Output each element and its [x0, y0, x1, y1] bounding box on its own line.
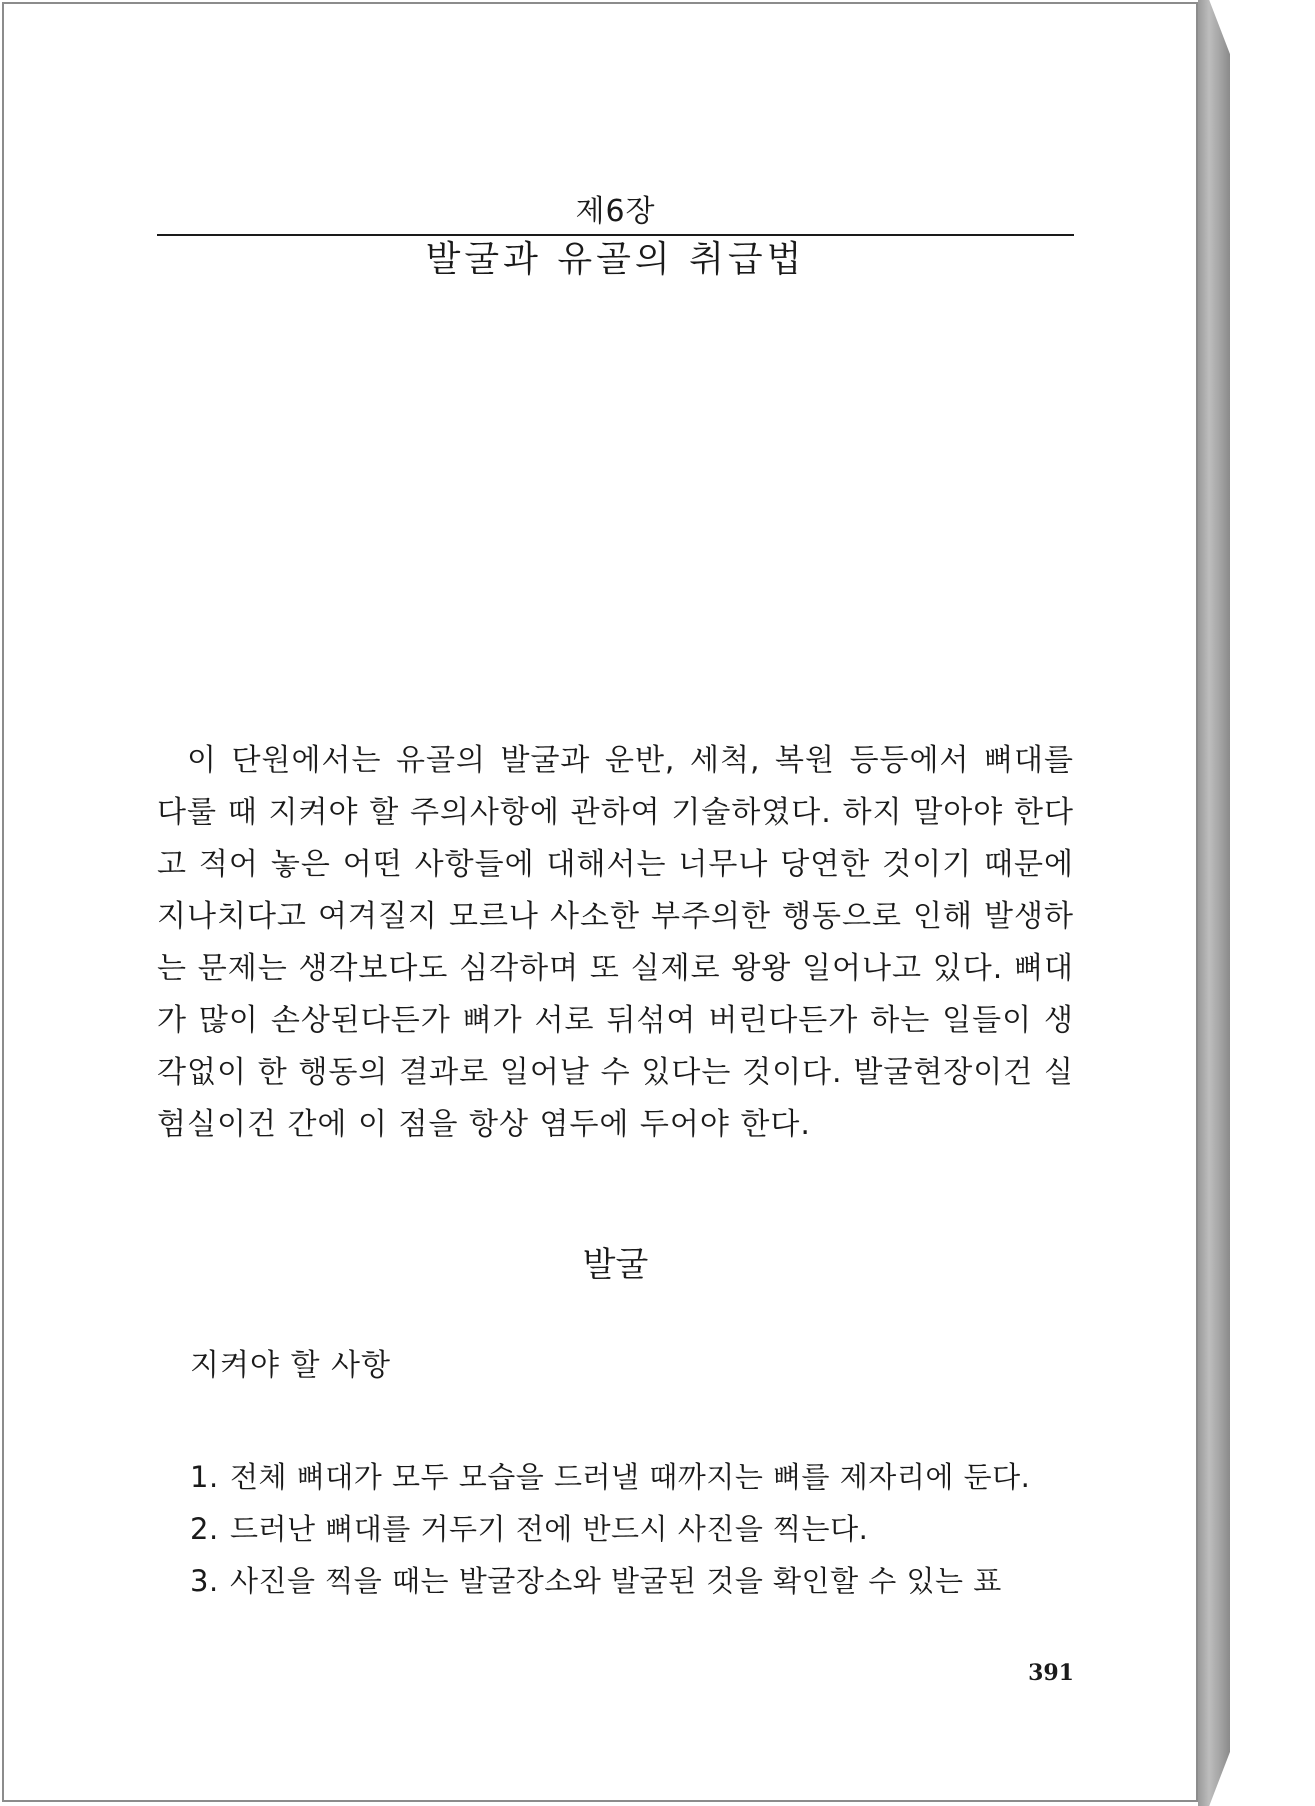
- list-item-number: 3.: [190, 1564, 219, 1598]
- page-number: 391: [1028, 1660, 1074, 1686]
- list-item: [190, 1503, 1074, 1555]
- book-page: [2, 2, 1198, 1802]
- list-item: [190, 1451, 1074, 1503]
- page-edge-shadow: [1198, 0, 1230, 1806]
- list-item-number: 1.: [190, 1460, 219, 1494]
- section-title: 발굴: [582, 1245, 649, 1285]
- section-subheading: 지켜야 할 사항: [190, 1348, 391, 1383]
- intro-paragraph: 이 단원에서는 유골의 발굴과 운반, 세척, 복원 등등에서 뼈대를 다룰 때 지켜야 할 주의사항에 관하여 기술하였다. 하지 말아야 한다고 적어 놓은 어떤 사항들에 대해서는 너무나 당연한 것이기 때문에 지나치다고 여겨질지 모르나 사소한 부주의한 행동으로 인해 발생하는 문제는 생각보다도 심각하며 또 실제로 왕왕 일어나고 있다. 뼈대가 많이 손상된다든가 뼈가 서로 뒤섞여 버린다든가 하는 일들이 생각없이 한 행동의 결과로 일어날 수 있다는 것이다. 발굴현장이건 실험실이건 간에 이 점을 항상 염두에 두어야 한다.: [157, 743, 1074, 1142]
- rules-list: [190, 1451, 1074, 1607]
- list-item-number: 2.: [190, 1512, 219, 1546]
- chapter-number: 제6장: [575, 194, 656, 229]
- list-item-text: 전체 뼈대가 모두 모습을 드러낼 때까지는 뼈를 제자리에 둔다.: [230, 1460, 1031, 1494]
- list-item: [190, 1555, 1074, 1607]
- list-item-text: 사진을 찍을 때는 발굴장소와 발굴된 것을 확인할 수 있는 표: [230, 1564, 1002, 1598]
- chapter-title: 발굴과 유골의 취급법: [425, 239, 806, 280]
- list-item-text: 드러난 뼈대를 거두기 전에 반드시 사진을 찍는다.: [230, 1512, 869, 1546]
- page-content: [157, 4, 1074, 1804]
